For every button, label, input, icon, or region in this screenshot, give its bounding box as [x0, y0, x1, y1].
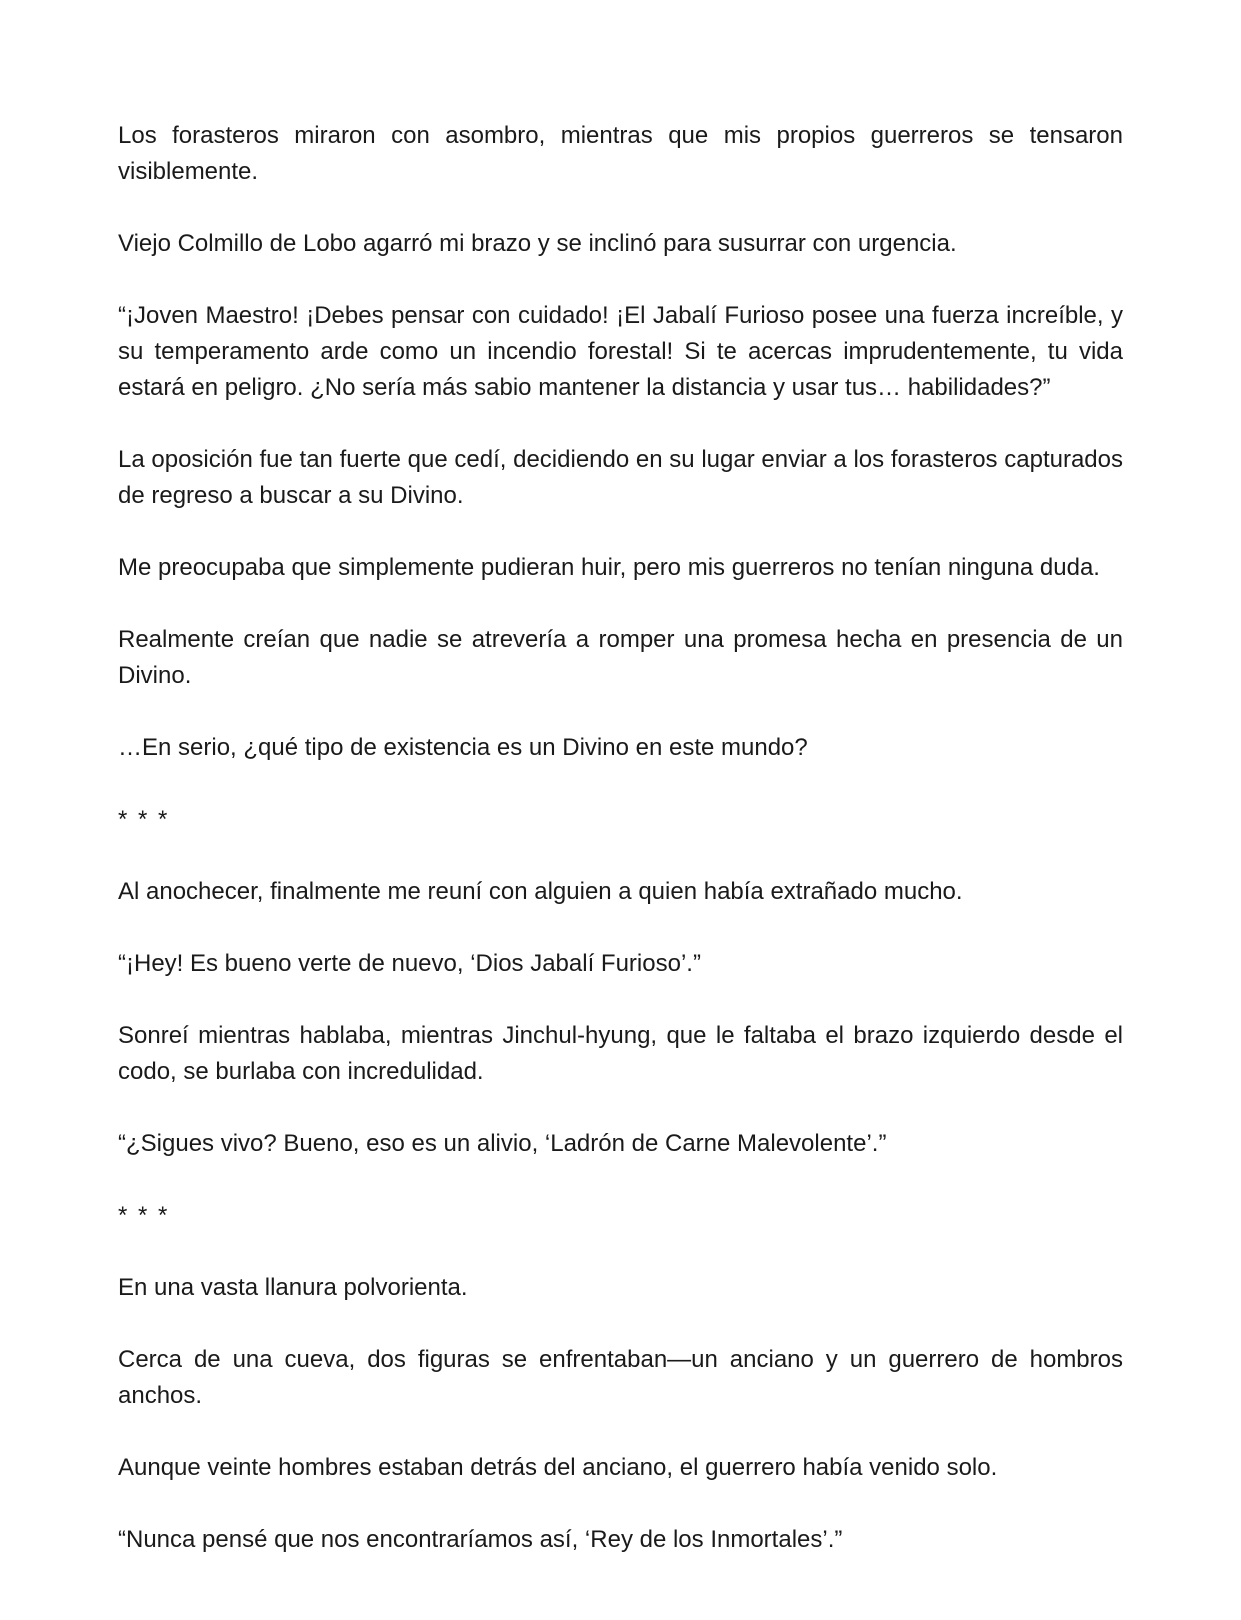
- scene-break-1: * * *: [118, 806, 170, 833]
- paragraph-5: Me preocupaba que simplemente pudieran huir, pero mis guerreros no tenían ninguna duda.: [118, 554, 1100, 581]
- paragraph-9: “¡Hey! Es bueno verte de nuevo, ‘Dios Jabalí Furioso’.”: [118, 950, 701, 977]
- paragraph-15: “Nunca pensé que nos encontraríamos así, ‘Rey de los Inmortales’.”: [118, 1526, 843, 1553]
- paragraph-2: Viejo Colmillo de Lobo agarró mi brazo y se inclinó para susurrar con urgencia.: [118, 230, 957, 257]
- paragraph-10: Sonreí mientras hablaba, mientras Jinchul-hyung, que le faltaba el brazo izquierdo desde el codo, se burlaba con incredulidad.: [118, 1022, 1123, 1085]
- paragraph-6: Realmente creían que nadie se atrevería a romper una promesa hecha en presencia de un Divino.: [118, 626, 1123, 689]
- paragraph-11: “¿Sigues vivo? Bueno, eso es un alivio, ‘Ladrón de Carne Malevolente’.”: [118, 1130, 887, 1157]
- paragraph-7: …En serio, ¿qué tipo de existencia es un Divino en este mundo?: [118, 734, 808, 761]
- paragraph-14: Aunque veinte hombres estaban detrás del anciano, el guerrero había venido solo.: [118, 1454, 998, 1481]
- paragraph-3: “¡Joven Maestro! ¡Debes pensar con cuidado! ¡El Jabalí Furioso posee una fuerza increíble, y su temperamento arde como un incendio forestal! Si te acercas imprudentemente, tu vida estará en peligro. ¿No sería más sabio mantener la distancia y usar tus… habilidades?”: [118, 302, 1123, 401]
- document-body: [118, 118, 1123, 1594]
- scene-break-2: * * *: [118, 1202, 170, 1229]
- paragraph-8: Al anochecer, finalmente me reuní con alguien a quien había extrañado mucho.: [118, 878, 963, 905]
- paragraph-4: La oposición fue tan fuerte que cedí, decidiendo en su lugar enviar a los forasteros capturados de regreso a buscar a su Divino.: [118, 446, 1123, 509]
- paragraph-13: Cerca de una cueva, dos figuras se enfrentaban—un anciano y un guerrero de hombros anchos.: [118, 1346, 1123, 1409]
- paragraph-1: Los forasteros miraron con asombro, mientras que mis propios guerreros se tensaron visiblemente.: [118, 122, 1123, 185]
- paragraph-12: En una vasta llanura polvorienta.: [118, 1274, 468, 1301]
